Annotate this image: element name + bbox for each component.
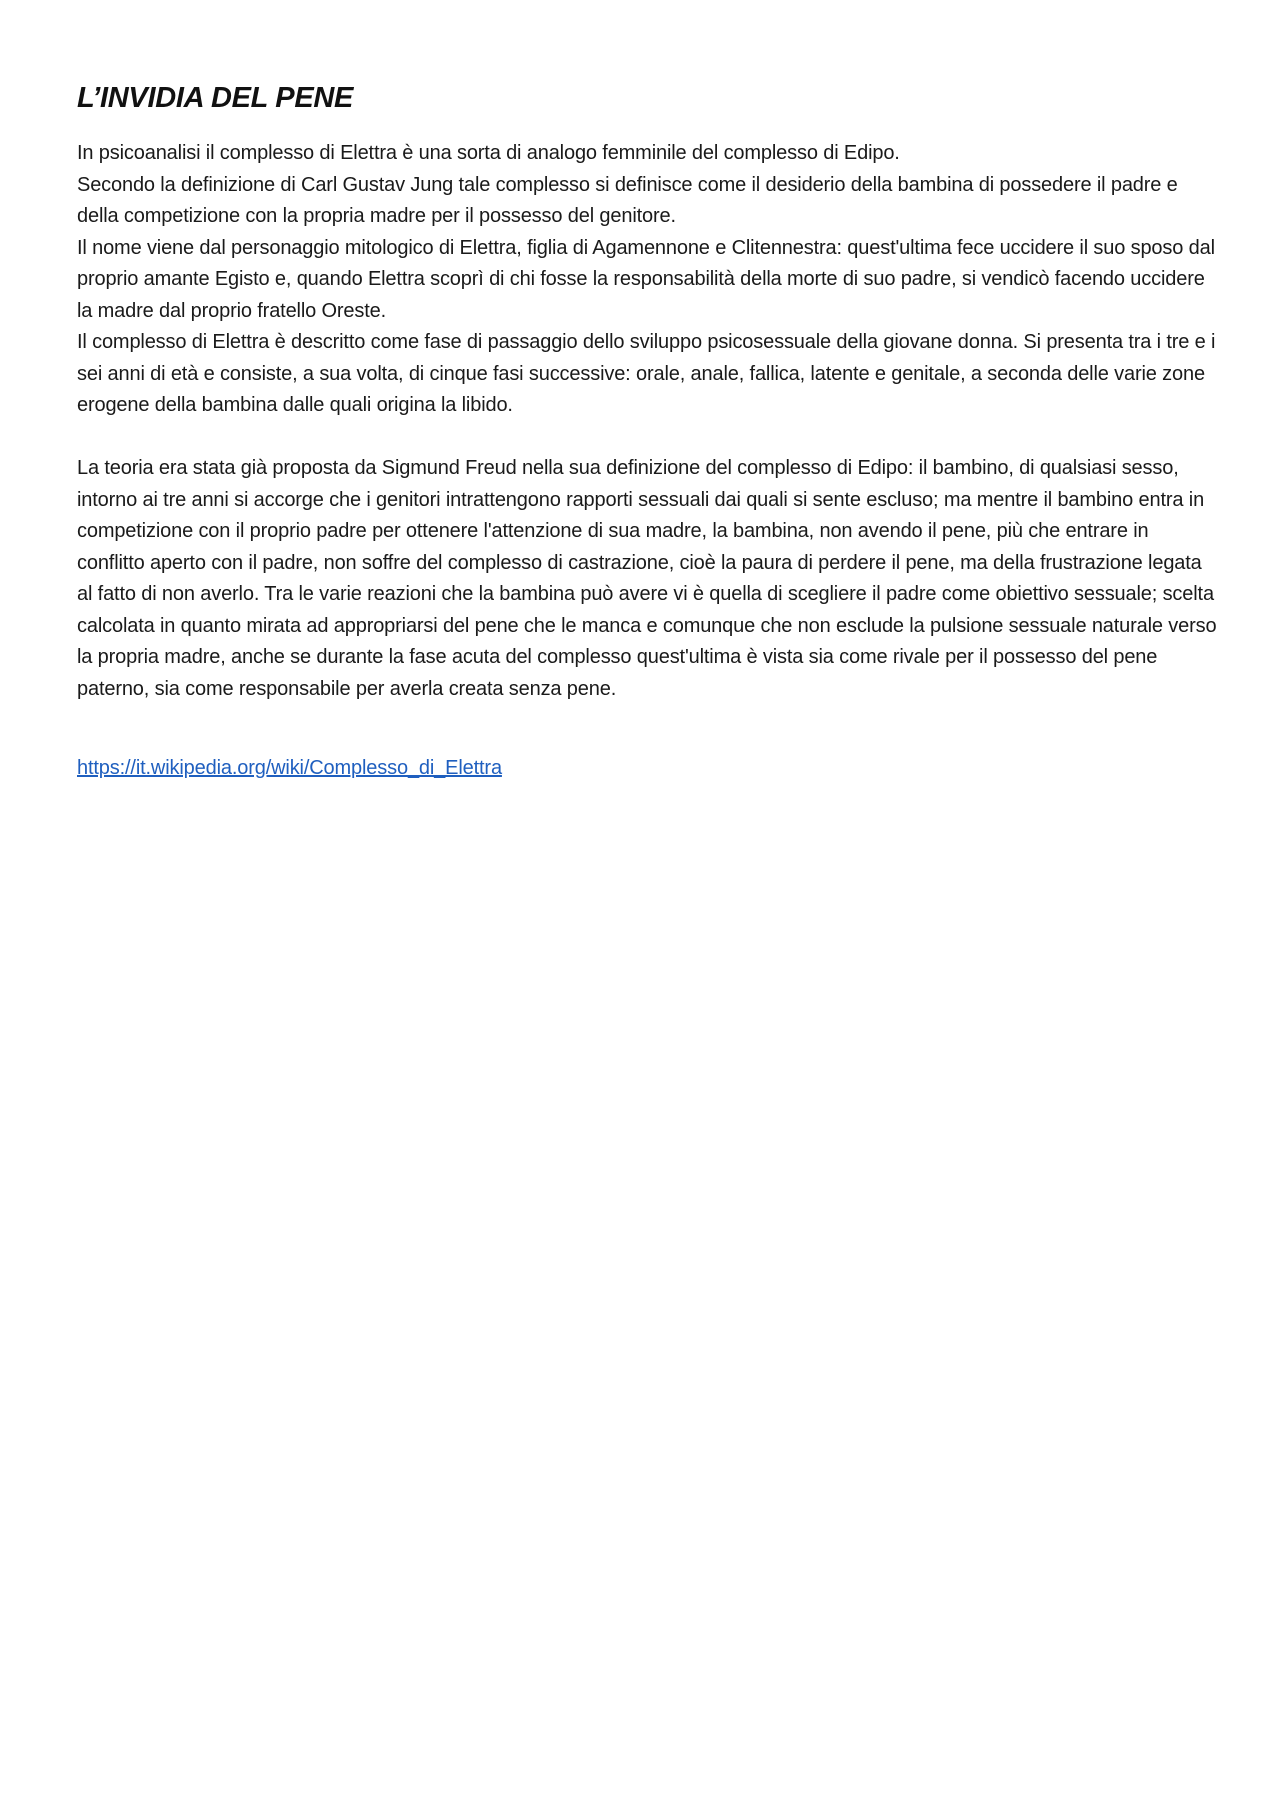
- intro-line-2: Secondo la definizione di Carl Gustav Jung tale complesso si definisce come il desiderio della bambina di possedere il padre e della competizione con la propria madre per il possesso del genitore.: [77, 173, 1178, 227]
- intro-line-4: Il complesso di Elettra è descritto come fase di passaggio dello sviluppo psicosessuale della giovane donna. Si presenta tra i tre e i sei anni di età e consiste, a sua volta, di cinque fasi successive: orale, anale, fallica, latente e genitale, a seconda delle varie zone erogene della bambina dalle quali origina la libido.: [77, 331, 1216, 416]
- document-title: L’INVIDIA DEL PENE: [77, 82, 354, 114]
- freud-paragraph: La teoria era stata già proposta da Sigmund Freud nella sua definizione del complesso di Edipo: il bambino, di qualsiasi sesso, intorno ai tre anni si accorge che i genitori intrattengono rapporti sessuali dai quali si sente escluso; ma mentre il bambino entra in competizione con il proprio padre per ottenere l'attenzione di sua madre, la bambina, non avendo il pene, più che entrare in conflitto aperto con il padre, non soffre del complesso di castrazione, cioè la paura di perdere il pene, ma della frustrazione legata al fatto di non averlo. Tra le varie reazioni che la bambina può avere vi è quella di scegliere il padre come obiettivo sessuale; scelta calcolata in quanto mirata ad appropriarsi del pene che le manca e comunque che non esclude la pulsione sessuale naturale verso la propria madre, anche se durante la fase acuta del complesso quest'ultima è vista sia come rivale per il possesso del pene paterno, sia come responsabile per averla creata senza pene.: [77, 457, 1217, 700]
- link-gap: [77, 705, 1217, 753]
- paragraph-gap: [77, 422, 1217, 454]
- source-link[interactable]: https://it.wikipedia.org/wiki/Complesso_di_Elettra: [77, 757, 502, 779]
- intro-line-1: In psicoanalisi il complesso di Elettra è una sorta di analogo femminile del complesso di Edipo.: [77, 142, 900, 164]
- intro-section: [77, 138, 1217, 422]
- intro-line-3: Il nome viene dal personaggio mitologico di Elettra, figlia di Agamennone e Clitennestra: quest'ultima fece uccidere il suo sposo dal proprio amante Egisto e, quando Elettra scoprì di chi fosse la responsabilità della morte di suo padre, si vendicò facendo uccidere la madre dal proprio fratello Oreste.: [77, 236, 1215, 322]
- document-body: [77, 76, 1217, 785]
